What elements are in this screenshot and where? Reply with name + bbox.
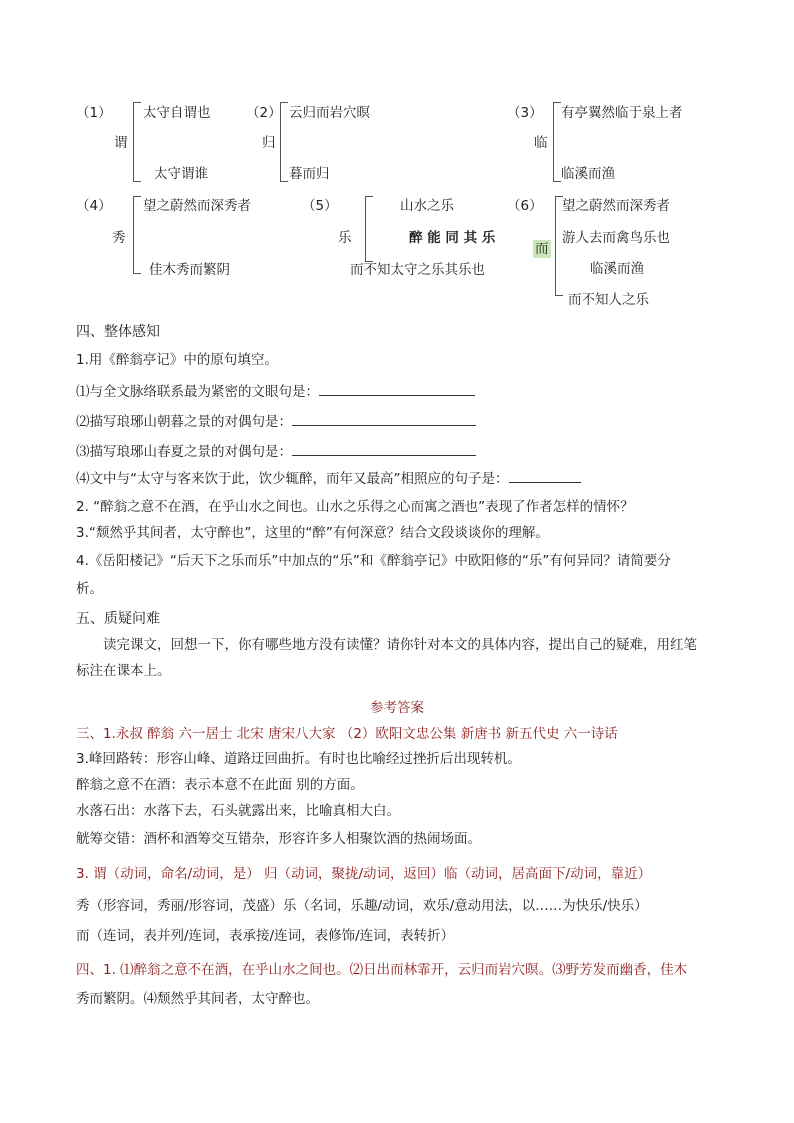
sentence-item: 游人去而禽鸟乐也	[562, 230, 670, 246]
section5-paragraph-line2: 标注在课本上。	[76, 663, 171, 679]
key-char: 临	[534, 135, 548, 151]
item-number: （1）	[76, 105, 112, 121]
question-4-line1: 4.《岳阳楼记》“后天下之乐而乐”中加点的“乐”和《醉翁亭记》中欧阳修的“乐”有何异同？请简要分	[76, 553, 671, 569]
answer-text: 3.峰回路转：形容山峰、道路迂回曲折。有时也比喻经过挫折后出现转机。	[76, 751, 521, 767]
brace-tick	[133, 196, 141, 197]
answer-blank[interactable]	[509, 470, 581, 483]
question-1-2	[76, 413, 476, 432]
section5-paragraph-line1: 读完课文，回想一下，你有哪些地方没有读懂？请你针对本文的具体内容，提出自己的疑难，用红笔	[103, 637, 697, 653]
answer-line: 3. 谓（动词，命名/动词，是） 归（动词，聚拢/动词，返回）临（动词，居高面下/动词，靠近）	[76, 866, 652, 882]
sentence-middle: 醉 能 同 其 乐	[409, 230, 496, 246]
answer-line: 而（连词，表并列/连词，表承接/连词，表修饰/连词，表转折）	[76, 928, 455, 944]
answer-line: 水落石出：水落下去，石头就露出来，比喻真相大白。	[76, 803, 400, 819]
sentence-top: 望之蔚然而深秀者	[143, 198, 251, 214]
answer-line: 觥筹交错：酒杯和酒筹交互错杂，形容许多人相聚饮酒的热闹场面。	[76, 831, 481, 847]
brace-tick	[133, 102, 141, 103]
question-text: ⑴与全文脉络联系最为紧密的文眼句是：	[76, 384, 319, 400]
brace-line	[133, 102, 134, 182]
answer-blank[interactable]	[292, 443, 476, 456]
key-char: 谓	[114, 135, 128, 151]
key-char: 秀	[112, 230, 126, 246]
answer-line: 秀而繁阴。⑷颓然乎其间者，太守醉也。	[76, 991, 319, 1007]
item-number: （5）	[302, 198, 338, 214]
sentence-top: 有亭翼然临于泉上者	[561, 105, 683, 121]
sentence-item: 临溪而渔	[590, 261, 644, 277]
sentence-bottom: 临溪而渔	[561, 166, 615, 182]
item-number: （6）	[507, 198, 543, 214]
question-1-4	[76, 470, 581, 489]
brace-tick	[365, 196, 373, 197]
brace-tick	[280, 102, 288, 103]
item-number: （4）	[76, 198, 112, 214]
question-1-3	[76, 443, 476, 462]
sentence-top: 云归而岩穴暝	[289, 105, 370, 121]
question-text: ⑶描写琅琊山春夏之景的对偶句是：	[76, 444, 292, 460]
question-1: 1.用《醉翁亭记》中的原句填空。	[76, 352, 278, 368]
question-text: ⑷文中与“太守与客来饮于此，饮少辄醉，而年又最高”相照应的句子是：	[76, 471, 509, 487]
section-title-4: 四、整体感知	[76, 324, 160, 340]
answer-line	[76, 750, 521, 769]
brace-tick	[280, 181, 288, 182]
brace-line	[365, 196, 366, 262]
sentence-bottom: 而不知太守之乐其乐也	[350, 262, 485, 278]
sentence-bottom: 佳木秀而繁阴	[149, 262, 230, 278]
brace-line	[133, 196, 134, 274]
sentence-top: 太守自谓也	[143, 105, 211, 121]
key-char: 归	[262, 135, 276, 151]
question-2: 2. “醉翁之意不在酒，在乎山水之间也。山水之乐得之心而寓之酒也”表现了作者怎样的情怀？	[76, 499, 634, 515]
key-char: 乐	[338, 230, 352, 246]
brace-tick	[133, 181, 141, 182]
answer-blank[interactable]	[319, 383, 475, 396]
sentence-bottom: 暮而归	[289, 166, 330, 182]
section-title-5: 五、质疑问难	[76, 611, 160, 627]
item-number: （3）	[507, 105, 543, 121]
sentence-item: 而不知人之乐	[568, 292, 649, 308]
sentence-item: 望之蔚然而深秀者	[562, 198, 670, 214]
brace-tick	[553, 102, 561, 103]
answer-blank[interactable]	[292, 413, 476, 426]
brace-tick	[133, 273, 141, 274]
question-3: 3.“颓然乎其间者，太守醉也”，这里的“醉”有何深意？结合文段谈谈你的理解。	[76, 525, 549, 541]
key-char: 而	[535, 241, 549, 257]
question-1-1	[76, 383, 475, 402]
answer-line: 三、1.永叔 醉翁 六一居士 北宋 唐宋八大家 （2）欧阳文忠公集 新唐书 新五代史 六一诗话	[76, 726, 618, 742]
brace-line	[555, 196, 556, 296]
brace-line	[280, 102, 281, 182]
question-text: ⑵描写琅琊山朝暮之景的对偶句是：	[76, 414, 292, 430]
sentence-bottom: 太守谓谁	[154, 166, 208, 182]
sentence-top: 山水之乐	[400, 198, 454, 214]
answer-line: 秀（形容词，秀丽/形容词，茂盛）乐（名词，乐趣/动词，欢乐/意动用法，以……为快乐/快乐）	[76, 898, 648, 914]
item-number: （2）	[246, 105, 282, 121]
brace-tick	[555, 295, 563, 296]
question-4-line2: 析。	[76, 581, 103, 597]
answers-title: 参考答案	[370, 700, 424, 716]
answer-line: 四、1. ⑴醉翁之意不在酒，在乎山水之间也。⑵日出而林霏开，云归而岩穴暝。⑶野芳发而幽香，佳木	[76, 962, 688, 978]
brace-tick	[553, 181, 561, 182]
answer-line: 醉翁之意不在酒：表示本意不在此面 别的方面。	[76, 777, 364, 793]
brace-line	[553, 102, 554, 182]
